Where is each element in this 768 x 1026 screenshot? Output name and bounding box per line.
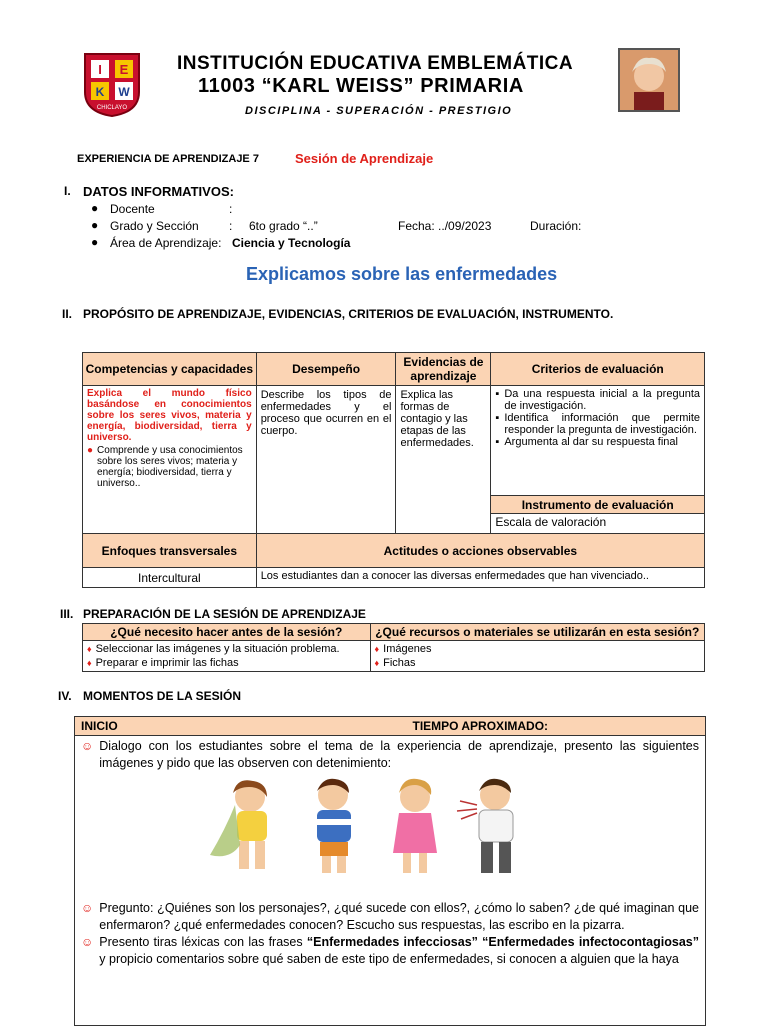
section3-number: III. bbox=[60, 607, 74, 621]
experience-label: EXPERIENCIA DE APRENDIZAJE 7 bbox=[77, 153, 259, 165]
enfoque-value: Intercultural bbox=[83, 568, 257, 588]
instrumento-header: Instrumento de evaluación bbox=[491, 496, 705, 514]
inicio-header-row bbox=[75, 717, 706, 736]
list-item: Imágenes bbox=[383, 643, 432, 655]
fecha-value: Fecha: ../09/2023 bbox=[398, 219, 492, 233]
svg-text:W: W bbox=[118, 85, 130, 99]
school-motto: DISCIPLINA - SUPERACIÓN - PRESTIGIO bbox=[245, 105, 513, 117]
section2-number: II. bbox=[62, 307, 73, 321]
area-value: Ciencia y Tecnología bbox=[232, 236, 351, 250]
competencia-text: Explica el mundo físico basándose en conocimientos sobre los seres vivos, materia y energía, biodiversidad, tierra y universo. bbox=[87, 388, 252, 443]
child-fever-figure bbox=[393, 779, 437, 873]
preparation-before-cell bbox=[83, 641, 371, 672]
smiley-icon: ☺ bbox=[81, 935, 94, 949]
square-bullet-icon: ▪ bbox=[495, 436, 500, 448]
section1-title: DATOS INFORMATIVOS: bbox=[83, 184, 234, 199]
inicio-label: INICIO bbox=[81, 719, 118, 733]
criterios-cell bbox=[491, 386, 705, 496]
list-item: Fichas bbox=[383, 657, 416, 669]
duracion-label: Duración: bbox=[530, 219, 582, 233]
school-name: 11003 “KARL WEISS” PRIMARIA bbox=[198, 75, 524, 97]
competencias-cell bbox=[83, 386, 257, 534]
session-title: Explicamos sobre las enfermedades bbox=[246, 264, 558, 284]
paragraph-dialogue: Dialogo con los estudiantes sobre el tema de la experiencia de aprendizaje, presento las siguientes imágenes y pido que las observen con detenimiento: bbox=[99, 739, 699, 770]
svg-text:E: E bbox=[119, 62, 129, 77]
preparation-header-resources: ¿Qué recursos o materiales se utilizarán en esta sesión? bbox=[370, 624, 704, 641]
institution-name: INSTITUCIÓN EDUCATIVA EMBLEMÁTICA bbox=[177, 53, 574, 74]
founder-portrait-image bbox=[618, 48, 680, 112]
svg-text:I: I bbox=[98, 62, 102, 77]
actitud-value: Los estudiantes dan a conocer las diversas enfermedades que han vivenciado.. bbox=[256, 568, 704, 588]
diamond-bullet-icon: ♦ bbox=[87, 658, 92, 668]
paragraph-questions: Pregunto: ¿Quiénes son los personajes?, ¿qué sucede con ellos?, ¿cómo lo saben? ¿de qué imaginan que enfermaron? ¿qué enfermedades conocen? Escucho sus respuestas, las escribo en la pizarra. bbox=[99, 901, 699, 932]
diamond-bullet-icon: ♦ bbox=[374, 644, 380, 654]
header-competencias: Competencias y capacidades bbox=[83, 353, 257, 386]
child-vomiting-figure bbox=[210, 780, 267, 869]
list-item: Seleccionar las imágenes y la situación problema. bbox=[95, 643, 340, 655]
diamond-bullet-icon: ♦ bbox=[374, 658, 380, 668]
section1-number: I. bbox=[64, 184, 71, 198]
paragraph-lexical-c: y propicio comentarios sobre qué saben de este tipo de enfermedades, si conocen a alguien que la haya bbox=[99, 952, 679, 966]
child-coughing-figure bbox=[457, 779, 513, 873]
criterio-item: Argumenta al dar su respuesta final bbox=[504, 436, 678, 448]
grado-label: Grado y Sección bbox=[110, 219, 199, 233]
bullet-icon: ● bbox=[87, 445, 94, 456]
preparation-table bbox=[82, 623, 705, 672]
desempeno-cell: Describe los tipos de enfermedades y el proceso que ocurren en el cuerpo. bbox=[256, 386, 396, 534]
criterio-item: Da una respuesta inicial a la pregunta de investigación. bbox=[504, 388, 700, 412]
list-item: Preparar e imprimir las fichas bbox=[95, 657, 239, 669]
instrumento-value: Escala de valoración bbox=[491, 514, 705, 534]
section4-number: IV. bbox=[58, 689, 72, 703]
docente-label: Docente bbox=[110, 202, 155, 216]
smiley-icon: ☺ bbox=[81, 739, 94, 753]
section3-title: PREPARACIÓN DE LA SESIÓN DE APRENDIZAJE bbox=[83, 607, 366, 621]
section4-title: MOMENTOS DE LA SESIÓN bbox=[83, 689, 242, 703]
square-bullet-icon: ▪ bbox=[495, 412, 500, 424]
section2-title: PROPÓSITO DE APRENDIZAJE, EVIDENCIAS, CRITERIOS DE EVALUACIÓN, INSTRUMENTO. bbox=[83, 307, 614, 321]
capacidad-text: Comprende y usa conocimientos sobre los seres vivos; materia y energía; biodiversidad, tierra y universo.. bbox=[97, 445, 243, 489]
school-crest-logo bbox=[83, 52, 141, 118]
square-bullet-icon: ▪ bbox=[495, 388, 500, 400]
header-evidencias: Evidencias de aprendizaje bbox=[396, 353, 491, 386]
svg-text:CHICLAYO: CHICLAYO bbox=[96, 105, 128, 111]
area-label: Área de Aprendizaje: bbox=[110, 236, 222, 250]
header-criterios: Criterios de evaluación bbox=[491, 353, 705, 386]
session-label: Sesión de Aprendizaje bbox=[295, 151, 434, 166]
grado-value: : 6to grado “..” bbox=[229, 219, 318, 233]
evidencia-cell: Explica las formas de contagio y las etapas de las enfermedades. bbox=[396, 386, 491, 534]
svg-text:K: K bbox=[95, 85, 105, 99]
preparation-resources-cell bbox=[370, 641, 704, 672]
criterio-item: Identifica información que permite responder la pregunta de investigación. bbox=[504, 412, 700, 436]
paragraph-lexical-phrases: “Enfermedades infecciosas” “Enfermedades infectocontagiosas” bbox=[306, 935, 699, 949]
bullet-icon: ● bbox=[91, 201, 99, 215]
tiempo-label: TIEMPO APROXIMADO: bbox=[412, 719, 549, 733]
bullet-icon: ● bbox=[91, 218, 99, 232]
diamond-bullet-icon: ♦ bbox=[87, 644, 92, 654]
preparation-header-before: ¿Qué necesito hacer antes de la sesión? bbox=[83, 624, 371, 641]
actitudes-header: Actitudes o acciones observables bbox=[256, 534, 704, 568]
header-desempeno: Desempeño bbox=[256, 353, 396, 386]
bullet-icon: ● bbox=[91, 235, 99, 249]
sick-children-illustration bbox=[205, 775, 535, 875]
enfoques-header: Enfoques transversales bbox=[83, 534, 257, 568]
docente-colon: : bbox=[229, 202, 233, 216]
child-stomachache-figure bbox=[317, 779, 351, 873]
paragraph-lexical-a: Presento tiras léxicas con las frases bbox=[99, 935, 307, 949]
purpose-table bbox=[82, 352, 705, 588]
smiley-icon: ☺ bbox=[81, 901, 94, 915]
